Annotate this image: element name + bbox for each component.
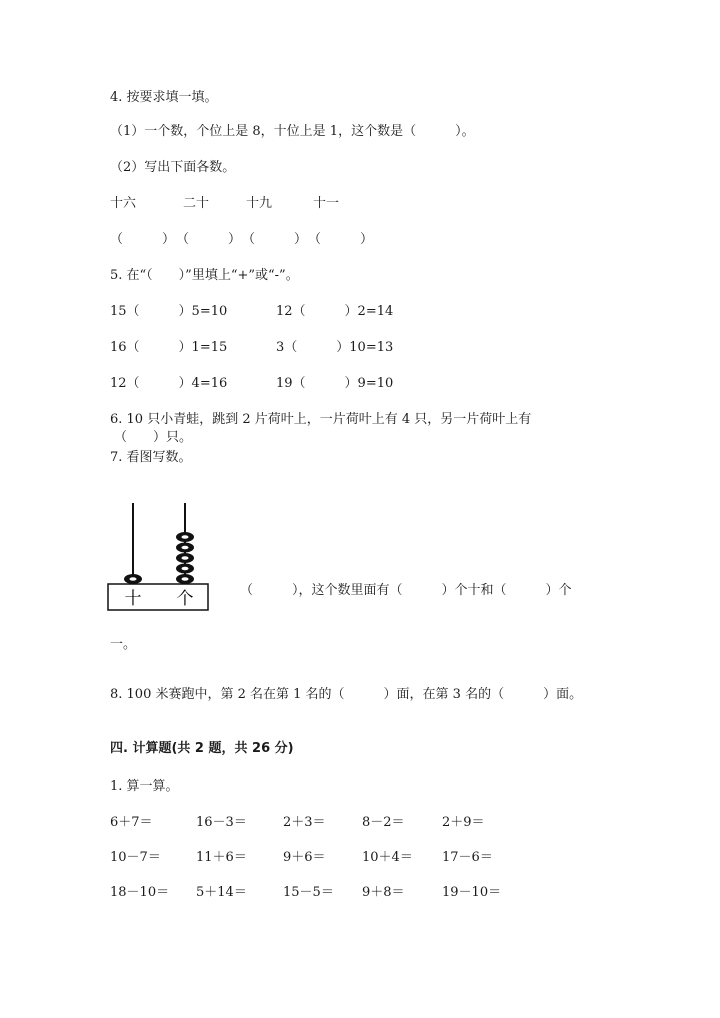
q7-answer[interactable]: （ ），这个数里面有（ ）个十和（ ）个 [240, 583, 572, 598]
number-word: 二十 [183, 196, 210, 211]
equation[interactable]: 12（ ）4=16 [110, 376, 228, 391]
number-word: 十一 [313, 196, 340, 211]
answer-blank[interactable]: （ ） [242, 232, 308, 247]
equation[interactable]: 16（ ）1=15 [110, 340, 228, 355]
answer-blank[interactable]: （ ） [308, 232, 374, 247]
answer-blank[interactable]: （ ） [176, 232, 242, 247]
calc-item[interactable]: 2＋9＝ [442, 815, 485, 830]
calc-item[interactable]: 9＋6＝ [283, 850, 326, 865]
answer-blank[interactable]: （ ） [110, 232, 176, 247]
tens-label: 十 [124, 589, 142, 609]
calc-item[interactable]: 16－3＝ [196, 815, 247, 830]
ones-bead-hole [182, 567, 189, 571]
q6-line1: 6. 10 只小青蛙，跳到 2 片荷叶上，一片荷叶上有 4 只，另一片荷叶上有 [110, 412, 532, 427]
ones-bead-hole [182, 577, 189, 581]
q6-line2[interactable]: （ ）只。 [114, 430, 193, 445]
abacus-beads [124, 532, 194, 584]
calc-item[interactable]: 2＋3＝ [283, 815, 326, 830]
calc-item[interactable]: 8－2＝ [362, 815, 405, 830]
ones-bead-hole [182, 535, 189, 539]
equation[interactable]: 15（ ）5=10 [110, 304, 228, 319]
abacus-diagram [105, 500, 215, 615]
equation[interactable]: 12（ ）2=14 [276, 304, 394, 319]
q8-text[interactable]: 8. 100 米赛跑中，第 2 名在第 1 名的（ ）面，在第 3 名的（ ）面。 [110, 687, 583, 702]
calc-item[interactable]: 15－5＝ [283, 885, 334, 900]
abacus-rods [133, 503, 185, 584]
section-title: 四. 计算题(共 2 题，共 26 分) [110, 741, 294, 756]
calc-item[interactable]: 18－10＝ [110, 885, 170, 900]
q7-title: 7. 看图写数。 [110, 450, 192, 465]
calc-item[interactable]: 19－10＝ [442, 885, 502, 900]
q4-sub1: （1）一个数，个位上是 8，十位上是 1，这个数是（ ）。 [110, 124, 475, 139]
ones-bead-hole [182, 556, 189, 560]
calc-item[interactable]: 5＋14＝ [196, 885, 247, 900]
calc-item[interactable]: 10＋4＝ [362, 850, 413, 865]
tens-bead-hole [130, 577, 137, 581]
equation[interactable]: 3（ ）10=13 [276, 340, 394, 355]
number-word: 十六 [110, 196, 137, 211]
q4-sub2: （2）写出下面各数。 [110, 160, 236, 175]
calc-item[interactable]: 9＋8＝ [362, 885, 405, 900]
q7-answer-tail: 一。 [110, 637, 137, 652]
calc-item[interactable]: 11＋6＝ [196, 850, 247, 865]
ones-label: 个 [176, 589, 194, 609]
number-word: 十九 [246, 196, 273, 211]
q5-title: 5. 在“（ ）”里填上“+”或“-”。 [110, 268, 299, 283]
ones-bead-hole [182, 546, 189, 550]
q4-title: 4. 按要求填一填。 [110, 90, 218, 105]
calc-q1-title: 1. 算一算。 [110, 779, 179, 794]
equation[interactable]: 19（ ）9=10 [276, 376, 394, 391]
calc-item[interactable]: 10－7＝ [110, 850, 161, 865]
calc-item[interactable]: 17－6＝ [442, 850, 493, 865]
calc-item[interactable]: 6＋7＝ [110, 815, 153, 830]
